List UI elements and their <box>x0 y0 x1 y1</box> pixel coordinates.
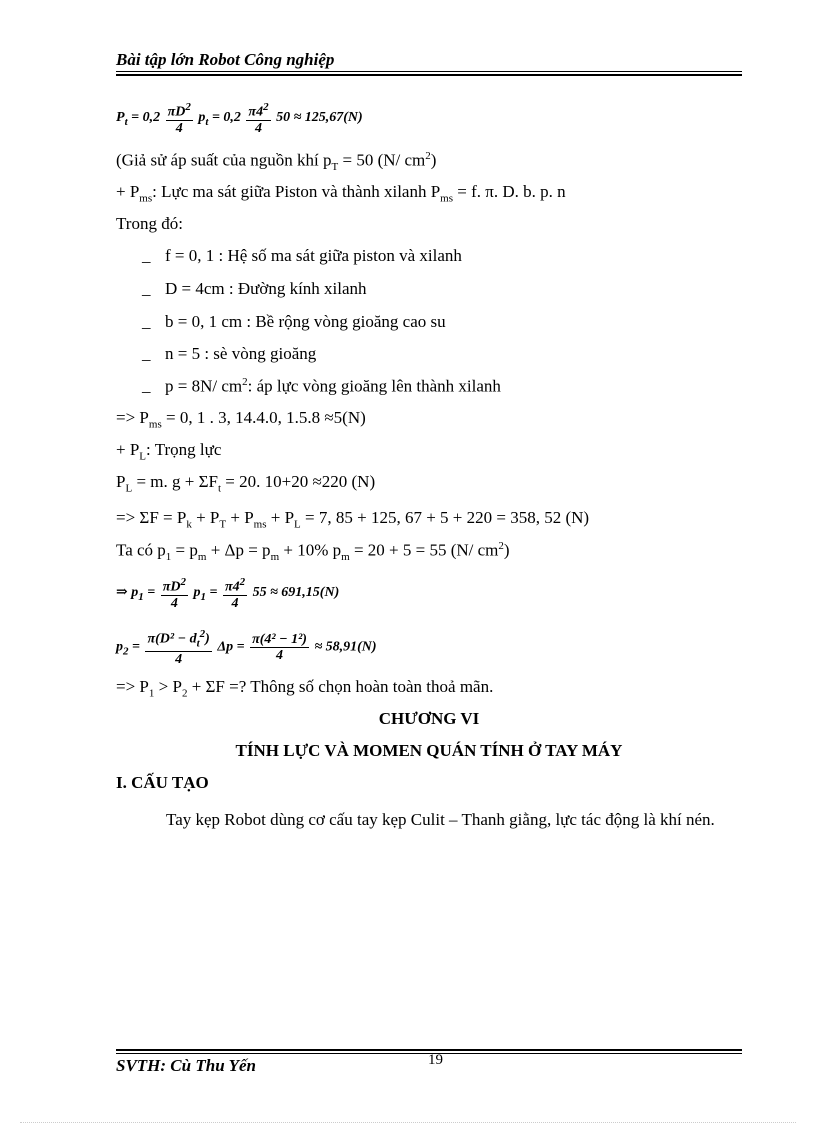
formula-sub: 1 <box>138 590 144 603</box>
text-line <box>116 408 366 430</box>
text-span: => ΣF = P <box>116 508 187 527</box>
text-sub: k <box>186 518 192 531</box>
formula-text: ≈ 58,91(N) <box>314 639 377 655</box>
fraction-numerator: π(4² − 1²) <box>252 631 307 647</box>
text-line <box>116 150 436 173</box>
formula-sup: 2 <box>239 576 246 588</box>
formula-sup: 2 <box>180 576 186 588</box>
text-sup: 2 <box>498 540 504 552</box>
bullet-mark: _ <box>142 344 151 363</box>
text-span: + P <box>116 182 140 201</box>
text-span: = 20. 10+20 ≈220 (N) <box>221 472 376 491</box>
text-line <box>116 540 510 563</box>
text-span: = m. g + ΣF <box>132 472 218 491</box>
fraction-denominator: 4 <box>255 120 262 136</box>
text-span: > P <box>154 677 182 696</box>
text-line <box>116 440 221 462</box>
text-line <box>116 182 566 204</box>
text-span: + P <box>266 508 295 527</box>
formula-sub: t <box>196 637 200 650</box>
text-span: = 0, 1 . 3, 14.4.0, 1.5.8 ≈5(N) <box>161 408 366 427</box>
text-span: : Lực ma sát giữa Piston và thành xilanh P <box>152 182 441 201</box>
text-span: => P <box>116 677 149 696</box>
fraction-numerator: π(D² − d <box>147 631 197 647</box>
text-sub: ms <box>148 418 162 431</box>
text-sub: L <box>294 518 301 531</box>
formula-text: = <box>132 639 140 655</box>
formula-text: 55 ≈ 691,15(N) <box>252 585 340 601</box>
fraction-denominator: 4 <box>175 120 183 136</box>
bullet-text: b = 0, 1 cm : Bề rộng vòng gioăng cao su <box>165 312 446 331</box>
text-span: = p <box>171 540 198 560</box>
formula-text: Δp = <box>217 639 245 655</box>
formula-text: p <box>198 110 206 126</box>
fraction-numerator: ) <box>205 631 210 647</box>
text-sup: 2 <box>425 150 431 162</box>
text-sub: m <box>341 551 350 564</box>
text-span: = f. π. D. b. p. n <box>453 182 566 201</box>
text-span: ) <box>503 540 510 560</box>
chapter-number: CHƯƠNG VI <box>378 709 480 728</box>
fraction-denominator: 4 <box>170 595 178 611</box>
fraction-numerator: π4 <box>224 579 240 595</box>
formula-arrow: ⇒ <box>116 585 128 601</box>
body-paragraph: Tay kẹp Robot dùng cơ cấu tay kẹp Culit – Thanh giằng, lực tác động là khí nén. <box>166 810 715 829</box>
formula-sub: 1 <box>200 590 206 603</box>
formula-sup: 2 <box>185 101 191 113</box>
formula-text: = 0,2 <box>131 110 161 126</box>
formula-sup: 2 <box>263 101 269 113</box>
formula-text: 50 ≈ 125,67(N) <box>276 110 363 126</box>
text-span: ) <box>430 150 437 170</box>
text-span: + Δp = p <box>206 540 271 560</box>
footer-author: SVTH: Cù Thu Yến <box>116 1056 256 1075</box>
text-line <box>116 472 375 494</box>
text-span: = 7, 85 + 125, 67 + 5 + 220 = 358, 52 (N) <box>300 508 590 527</box>
text-span: p = 8N/ cm <box>165 376 243 396</box>
text-sub: 1 <box>165 551 172 564</box>
formula-p2 <box>116 627 377 667</box>
fraction <box>145 627 211 667</box>
text-span: + P <box>226 508 254 527</box>
text-sub: 2 <box>181 687 188 700</box>
formula-text: P <box>116 110 125 126</box>
text-sub: 1 <box>148 687 155 700</box>
bullet-mark: _ <box>142 312 151 331</box>
text-line: Trong đó: <box>116 214 183 233</box>
header-rule <box>116 71 742 72</box>
text-span: : áp lực vòng gioăng lên thành xilanh <box>247 376 501 396</box>
formula-sup: 2 <box>199 628 206 640</box>
bullet-mark: _ <box>142 246 151 265</box>
text-span: Ta có p <box>116 540 166 560</box>
fraction-numerator: πD <box>162 579 181 595</box>
fraction-numerator: πD <box>167 104 186 120</box>
fraction <box>161 575 188 611</box>
formula-sub: t <box>205 115 209 128</box>
text-sub: ms <box>440 192 454 205</box>
fraction <box>223 575 247 611</box>
fraction-denominator: 4 <box>175 652 183 668</box>
formula-text: = <box>209 585 218 601</box>
fraction <box>166 100 193 136</box>
text-span: => P <box>116 408 149 427</box>
section-heading: I. CẤU TẠO <box>116 773 209 792</box>
text-sub: ms <box>253 518 267 531</box>
fraction-numerator: π4 <box>248 104 264 120</box>
text-span: (Giả sử áp suất của nguồn khí p <box>116 150 332 170</box>
chapter-title: TÍNH LỰC VÀ MOMEN QUÁN TÍNH Ở TAY MÁY <box>235 741 623 760</box>
text-sub: L <box>125 482 133 495</box>
page-header-title: Bài tập lớn Robot Công nghiệp <box>116 50 335 69</box>
footer-rule-thick <box>116 1049 742 1051</box>
formula-pt <box>116 100 363 136</box>
text-sub: T <box>331 161 339 174</box>
page-number: 19 <box>428 1052 443 1068</box>
formula-text: p <box>116 639 123 655</box>
text-span: : Trọng lực <box>146 440 222 459</box>
text-sub: T <box>219 518 227 531</box>
fraction-denominator: 4 <box>276 647 284 663</box>
text-span: + 10% p <box>279 540 342 560</box>
formula-text: p <box>193 585 201 601</box>
bullet-text <box>165 376 501 397</box>
text-sub: m <box>270 551 280 564</box>
fraction <box>250 632 309 663</box>
text-sub: m <box>197 551 207 564</box>
text-sub: t <box>217 482 222 495</box>
formula-text: = 0,2 <box>211 110 241 126</box>
text-sub: ms <box>139 192 153 205</box>
bullet-text: n = 5 : sè vòng gioăng <box>165 344 317 363</box>
text-line <box>116 508 589 530</box>
formula-sub: 2 <box>123 645 129 658</box>
text-span: = 50 (N/ cm <box>338 150 426 170</box>
bullet-text: f = 0, 1 : Hệ số ma sát giữa piston và xilanh <box>165 246 462 265</box>
bullet-mark: _ <box>142 279 151 298</box>
text-span: + P <box>116 440 140 459</box>
formula-text: = <box>147 585 156 601</box>
text-sup: 2 <box>242 376 248 388</box>
formula-sub: t <box>124 115 128 128</box>
text-span: + P <box>191 508 220 527</box>
fraction <box>246 100 270 136</box>
text-line <box>116 677 493 699</box>
text-span: P <box>116 472 126 491</box>
header-rule-thick <box>116 74 742 76</box>
text-span: = 20 + 5 = 55 (N/ cm <box>349 540 499 560</box>
bullet-text: D = 4cm : Đường kính xilanh <box>165 279 367 298</box>
formula-p1 <box>116 575 339 611</box>
text-sub: L <box>139 450 147 463</box>
text-span: + ΣF =? Thông số chọn hoàn toàn thoả mãn. <box>187 677 494 696</box>
bullet-mark: _ <box>142 376 151 395</box>
formula-text: p <box>131 585 139 601</box>
fraction-denominator: 4 <box>231 595 239 611</box>
